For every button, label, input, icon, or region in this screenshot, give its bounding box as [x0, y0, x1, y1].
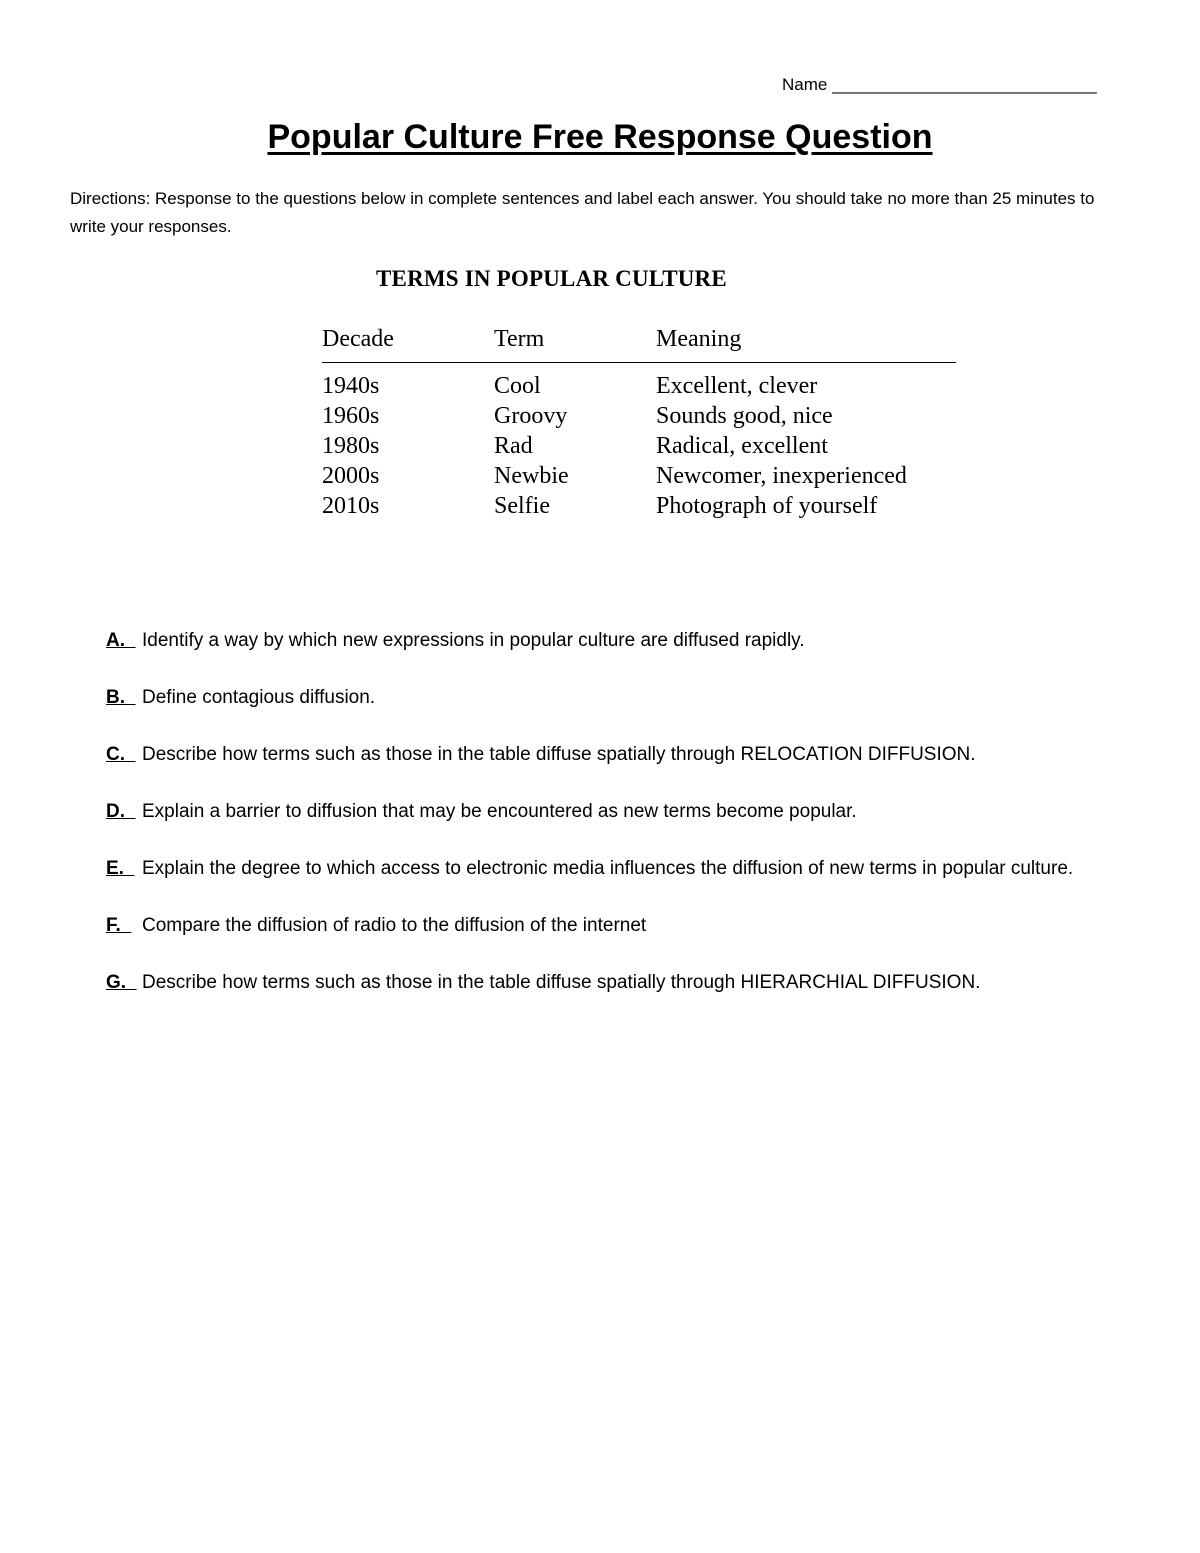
question-g	[106, 954, 1146, 1011]
question-text: Explain the degree to which access to electronic media influences the diffusion of new terms in popular culture.	[142, 858, 1074, 879]
terms-table	[322, 326, 956, 523]
question-text: Identify a way by which new expressions in popular culture are diffused rapidly.	[142, 630, 805, 651]
term-cell: Cool	[494, 373, 541, 399]
question-text: Explain a barrier to diffusion that may be encountered as new terms become popular.	[142, 801, 857, 822]
table-row	[322, 403, 956, 433]
question-letter: F.	[106, 915, 132, 936]
question-e	[106, 840, 1146, 897]
figure-title: TERMS IN POPULAR CULTURE	[376, 266, 727, 291]
decade-cell: 1940s	[322, 373, 380, 399]
question-letter: B.	[106, 687, 136, 708]
question-b	[106, 669, 1146, 726]
decade-cell: 1980s	[322, 433, 380, 459]
term-cell: Selfie	[494, 493, 550, 519]
question-letter: A.	[106, 630, 136, 651]
decade-cell: 1960s	[322, 403, 380, 429]
question-text: Describe how terms such as those in the table diffuse spatially through RELOCATION DIFFUSION.	[142, 744, 976, 765]
question-a	[106, 612, 1146, 669]
terms-figure	[300, 260, 980, 540]
table-row	[322, 493, 956, 523]
meaning-cell: Photograph of yourself	[656, 493, 878, 519]
table-header-row	[322, 326, 956, 363]
term-cell: Newbie	[494, 463, 569, 489]
table-row	[322, 463, 956, 493]
page-title: Popular Culture Free Response Question	[267, 118, 933, 156]
column-header-meaning: Meaning	[656, 326, 956, 363]
name-line: Name ____________________________	[782, 75, 1097, 94]
column-header-term: Term	[494, 326, 656, 363]
question-letter: C.	[106, 744, 136, 765]
term-cell: Rad	[494, 433, 533, 459]
table-row	[322, 363, 956, 404]
question-text: Describe how terms such as those in the table diffuse spatially through HIERARCHIAL DIFFUSION.	[142, 972, 981, 993]
meaning-cell: Newcomer, inexperienced	[656, 463, 907, 489]
directions-text: Directions: Response to the questions below in complete sentences and label each answer. You should take no more than 25 minutes to write your responses.	[70, 189, 1095, 236]
question-text: Compare the diffusion of radio to the diffusion of the internet	[142, 915, 647, 936]
question-d	[106, 783, 1146, 840]
term-cell: Groovy	[494, 403, 568, 429]
question-letter: G.	[106, 972, 137, 993]
decade-cell: 2010s	[322, 493, 380, 519]
decade-cell: 2000s	[322, 463, 380, 489]
question-text: Define contagious diffusion.	[142, 687, 376, 708]
question-letter: D.	[106, 801, 136, 822]
question-letter: E.	[106, 858, 135, 879]
meaning-cell: Radical, excellent	[656, 433, 828, 459]
question-f	[106, 897, 1146, 954]
question-c	[106, 726, 1146, 783]
column-header-decade: Decade	[322, 326, 494, 363]
meaning-cell: Excellent, clever	[656, 373, 818, 399]
question-list	[106, 612, 1146, 1011]
meaning-cell: Sounds good, nice	[656, 403, 833, 429]
table-row	[322, 433, 956, 463]
